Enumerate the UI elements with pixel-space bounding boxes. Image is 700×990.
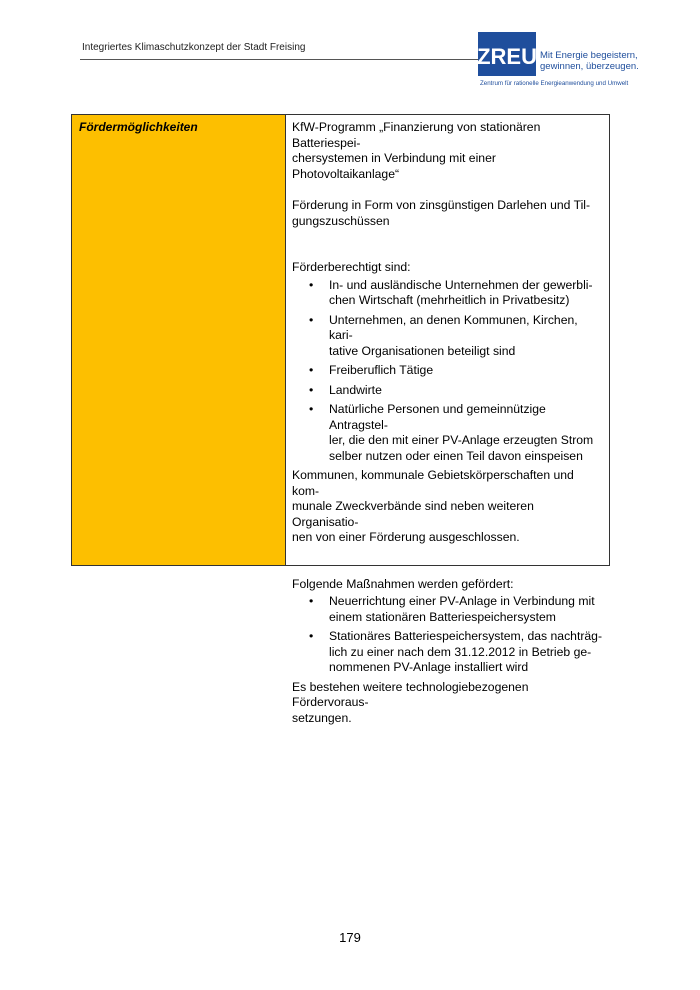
zreu-logo — [478, 30, 638, 90]
table-label-cell — [72, 115, 286, 565]
list-item-line: tative Organisationen beteiligt sind — [329, 343, 516, 358]
further-line2: setzungen. — [292, 710, 352, 725]
list-item-line: Unternehmen, an denen Kommunen, Kirchen, kari- — [329, 312, 578, 342]
list-item — [329, 594, 603, 625]
program-line2: chersystemen in Verbindung mit einer Photovoltaikanlage“ — [292, 151, 496, 181]
logo-slogan-line1: Mit Energie begeistern, — [540, 50, 638, 61]
logo-mark-text: ZREU — [477, 44, 537, 69]
measures-list — [292, 594, 603, 676]
logo-slogan-line2: gewinnen, überzeugen. — [540, 61, 639, 72]
funding-text — [292, 198, 603, 229]
logo-slogan — [540, 50, 639, 72]
further-line1: Es bestehen weitere technologiebezogenen Fördervoraus- — [292, 679, 529, 709]
list-item — [329, 629, 603, 676]
list-item-line: In- und ausländische Unternehmen der gewerbli- — [329, 277, 593, 292]
list-item-line: Stationäres Batteriespeichersystem, das nachträg- — [329, 629, 602, 643]
program-text — [292, 120, 603, 182]
list-item — [329, 363, 603, 379]
table-content-cell — [286, 115, 609, 725]
logo-subtitle: Zentrum für rationelle Energieanwendung und Umwelt — [480, 80, 629, 87]
list-item-line: Natürliche Personen und gemeinnützige Antragstel- — [329, 402, 546, 432]
header-rule — [80, 59, 480, 60]
excluded-line3: nen von einer Förderung ausgeschlossen. — [292, 530, 520, 544]
eligible-heading: Förderberechtigt sind: — [292, 260, 411, 274]
table-label: Fördermöglichkeiten — [79, 120, 198, 134]
list-item — [329, 278, 603, 309]
page-number: 179 — [339, 930, 361, 945]
list-item-line: Freiberuflich Tätige — [329, 363, 434, 377]
excluded-text — [292, 468, 603, 546]
list-item-line: lich zu einer nach dem 31.12.2012 in Betrieb ge- — [329, 644, 592, 659]
excluded-line2: munale Zweckverbände sind neben weiteren Organisatio- — [292, 499, 534, 529]
logo-mark — [478, 32, 536, 76]
document-header-title: Integriertes Klimaschutzkonzept der Stadt Freising — [82, 42, 306, 53]
funding-line2: gungszuschüssen — [292, 213, 390, 228]
funding-table — [71, 114, 610, 725]
list-item-line: chen Wirtschaft (mehrheitlich in Privatbesitz) — [329, 293, 570, 307]
list-item-line: nommenen PV-Anlage installiert wird — [329, 660, 529, 674]
eligible-list — [292, 278, 603, 465]
list-item — [329, 313, 603, 360]
program-line1: KfW-Programm „Finanzierung von stationären Batteriespei- — [292, 120, 541, 150]
list-item-line: einem stationären Batteriespeichersystem — [329, 609, 556, 624]
funding-line1: Förderung in Form von zinsgünstigen Darlehen und Til- — [292, 198, 591, 212]
list-item-line: ler, die den mit einer PV-Anlage erzeugten Strom — [329, 433, 594, 447]
list-item-line: Landwirte — [329, 382, 382, 397]
list-item-line: selber nutzen oder einen Teil davon einspeisen — [329, 448, 583, 463]
list-item — [329, 383, 603, 399]
measures-heading: Folgende Maßnahmen werden gefördert: — [292, 576, 514, 591]
list-item — [329, 402, 603, 464]
further-text — [292, 680, 603, 727]
excluded-line1: Kommunen, kommunale Gebietskörperschaften und kom- — [292, 468, 574, 498]
list-item-line: Neuerrichtung einer PV-Anlage in Verbindung mit — [329, 594, 595, 608]
